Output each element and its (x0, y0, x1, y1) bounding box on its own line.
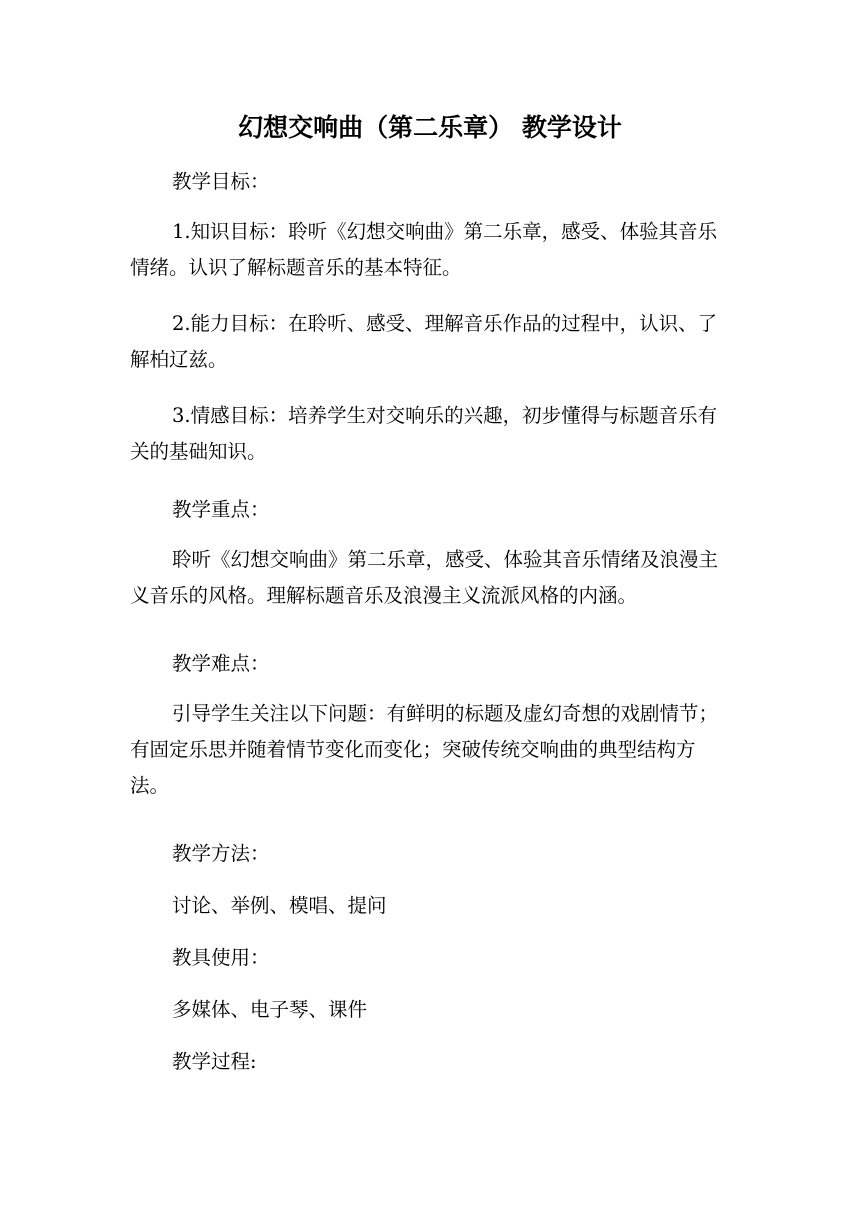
difficulties-text: 引导学生关注以下问题：有鲜明的标题及虚幻奇想的戏剧情节；有固定乐思并随着情节变化而变化；突破传统交响曲的典型结构方法。 (130, 702, 719, 797)
tools-heading: 教具使用： (172, 946, 270, 969)
tools-text: 多媒体、电子琴、课件 (172, 998, 368, 1021)
objectives-heading: 教学目标： (172, 170, 270, 193)
methods-heading: 教学方法： (172, 842, 270, 865)
objective-emotion: 3.情感目标：培养学生对交响乐的兴趣，初步懂得与标题音乐有关的基础知识。 (130, 404, 718, 463)
objective-knowledge: 1.知识目标：聆听《幻想交响曲》第二乐章，感受、体验其音乐情绪。认识了解标题音乐的基本特征。 (130, 220, 718, 279)
key-points-heading: 教学重点： (172, 498, 270, 521)
objective-ability: 2.能力目标：在聆听、感受、理解音乐作品的过程中，认识、了解柏辽兹。 (130, 312, 718, 371)
methods-text: 讨论、举例、模唱、提问 (172, 894, 387, 917)
process-heading: 教学过程: (172, 1050, 257, 1073)
document-title: 幻想交响曲（第二乐章） 教学设计 (238, 113, 622, 142)
difficulties-heading: 教学难点： (172, 652, 270, 675)
key-points-text: 聆听《幻想交响曲》第二乐章，感受、体验其音乐情绪及浪漫主义音乐的风格。理解标题音乐及浪漫主义流派风格的内涵。 (130, 548, 719, 607)
